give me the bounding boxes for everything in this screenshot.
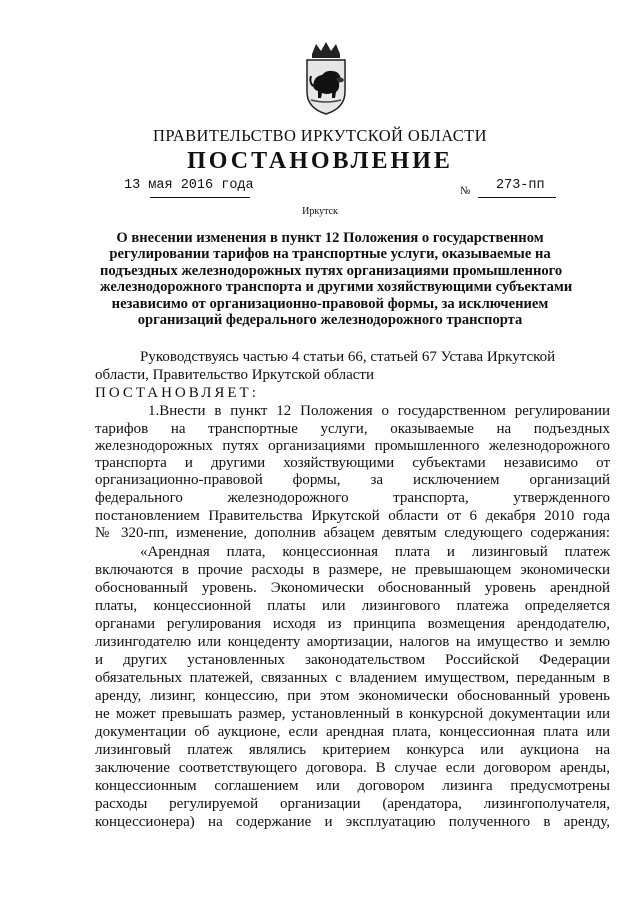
- document-number: 273-пп: [496, 178, 545, 193]
- irkutsk-coat-of-arms-icon: [302, 40, 350, 116]
- subject-line: подъездных железнодорожных путях организациями промышленного: [100, 262, 563, 279]
- body-line: документации об аукционе, если арендная плата, концессионная плата или: [95, 724, 610, 740]
- body-line: заключение соответствующего договора. В случае если договором аренды,: [95, 760, 610, 776]
- body-line: лизингодателю или концеденту амортизации, налогов на имущество и землю: [95, 634, 610, 650]
- body-line: лизинговый платеж являлись критерием конкурса или аукциона на: [95, 742, 610, 758]
- subject-line: О внесении изменения в пункт 12 Положения о государственном: [116, 230, 544, 246]
- government-title: ПРАВИТЕЛЬСТВО ИРКУТСКОЙ ОБЛАСТИ: [153, 126, 487, 145]
- body-line: концессионным соглашением или договором лизинга предусмотрены: [95, 778, 610, 794]
- body-line: обоснованный уровень. Экономически обоснованный уровень арендной: [95, 580, 610, 596]
- body-line: области, Правительство Иркутской области: [95, 367, 374, 383]
- body-line: включаются в прочие расходы в размере, не превышающем экономически: [95, 562, 610, 578]
- body-line: аренду, лизинг, концессию, при этом экономически обоснованный уровень: [95, 688, 610, 704]
- document-type: ПОСТАНОВЛЕНИЕ: [187, 148, 453, 174]
- city-name: Иркутск: [302, 206, 338, 217]
- document-subject: [100, 230, 573, 329]
- body-line: обязательных платежей, связанных с владением имуществом, переданным в: [95, 670, 610, 686]
- body-line: железнодорожных путях организациями промышленного железнодорожного: [95, 438, 610, 454]
- resolution-word: ПОСТАНОВЛЯЕТ:: [95, 385, 259, 401]
- body-line: расходы регулируемой организации (арендатора, лизингополучателя,: [95, 796, 610, 812]
- body-line: и других установленных законодательством Российской Федерации: [95, 652, 610, 668]
- body-line: 1.Внести в пункт 12 Положения о государственном регулировании: [148, 403, 610, 419]
- subject-line: организаций федерального железнодорожного транспорта: [137, 312, 523, 329]
- date-underline: [150, 197, 250, 198]
- body-line: № 320-пп, изменение, дополнив абзацем девятым следующего содержания:: [95, 525, 610, 541]
- body-line: федерального железнодорожного транспорта, утвержденного: [95, 490, 610, 506]
- number-underline: [478, 197, 556, 198]
- body-line: организационно-правовой формы, за исключением организаций: [95, 472, 610, 488]
- body-line: постановлением Правительства Иркутской области от 6 декабря 2010 года: [95, 508, 610, 524]
- subject-line: регулировании тарифов на транспортные услуги, оказываемые на: [109, 246, 551, 263]
- body-line: тарифов на транспортные услуги, оказываемые на подъездных: [95, 421, 610, 437]
- body-line: транспорта и другими хозяйствующими субъектами независимо от: [95, 455, 610, 471]
- body-line: Руководствуясь частью 4 статьи 66, статьей 67 Устава Иркутской: [140, 349, 556, 365]
- body-line: концессионера) на содержание и эксплуатацию полученного в аренду,: [95, 814, 610, 830]
- body-line: не может превышать размер, установленный в конкурсной документации или: [95, 706, 610, 722]
- number-label: №: [460, 185, 471, 197]
- body-line: «Арендная плата, концессионная плата и лизинговый платеж: [140, 544, 610, 560]
- body-line: платы, концессионной платы или лизингового платежа определяется: [95, 598, 610, 614]
- subject-line: железнодорожного транспорта и другими хозяйствующими субъектами: [100, 279, 573, 296]
- document-date: 13 мая 2016 года: [124, 178, 254, 193]
- body-line: органами регулирования исходя из принципа возмещения арендодателю,: [95, 616, 610, 632]
- subject-line: независимо от организационно-правовой формы, за исключением: [111, 295, 549, 312]
